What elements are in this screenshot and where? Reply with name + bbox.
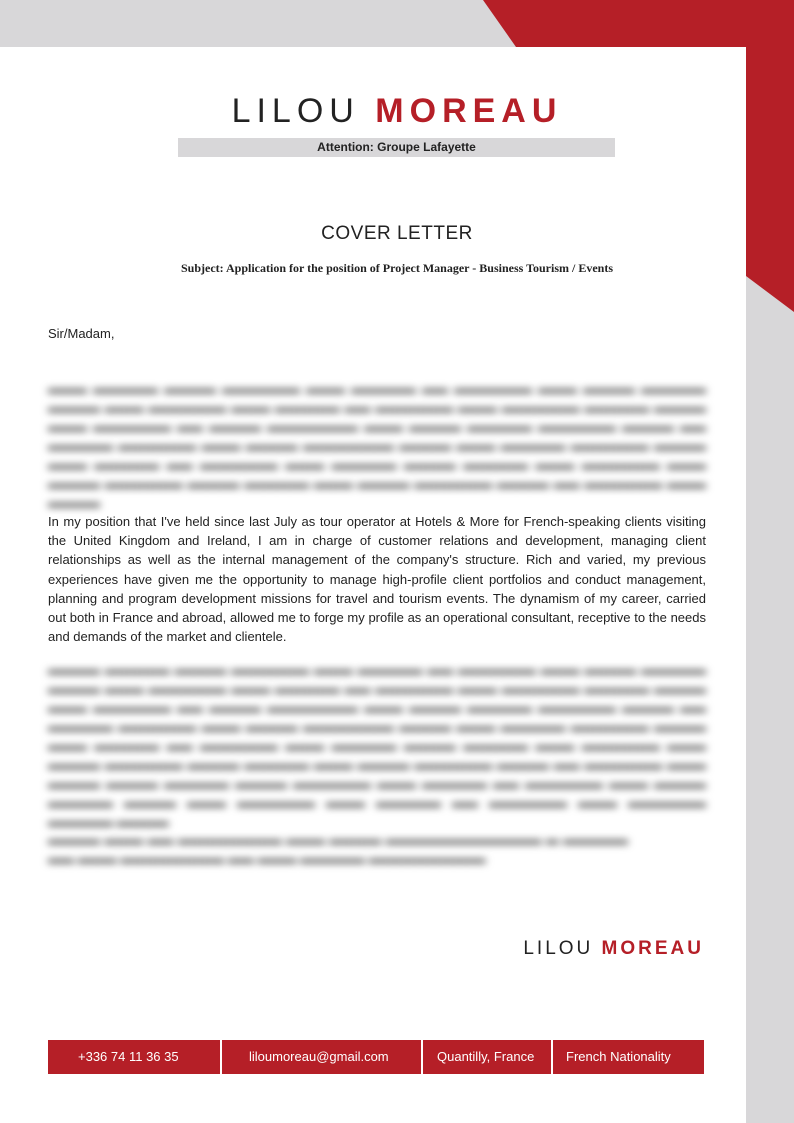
signature-name <box>400 938 704 960</box>
nationality: French Nationality <box>566 1049 671 1064</box>
subject-line: Subject: Application for the position of Project Manager - Business Tourism / Events <box>180 261 614 275</box>
document-title: COVER LETTER <box>321 223 473 244</box>
location: Quantilly, France <box>437 1049 535 1064</box>
attention-line: Attention: Groupe Lafayette <box>178 138 615 157</box>
body-paragraph: In my position that I've held since last July as tour operator at Hotels & More for French-speaking clients visiting the United Kingdom and Ireland, I am in charge of customer relations and development, managing client relationships as well as the internal management of the company's structure. Rich and varied, my previous experiences have given me the opportunity to manage high-profile client portfolios and conduct management, planning and program development missions for travel and tourism events. The dynamism of my career, carried out both in France and abroad, allowed me to forge my profile as an operational consultant, receptive to the needs and demands of the market and clientele. <box>48 514 706 645</box>
signature-first-name: LILOU <box>523 938 594 959</box>
applicant-name <box>0 92 794 131</box>
blurred-paragraph-1: ▬▬▬ ▬▬▬▬▬ ▬▬▬▬ ▬▬▬▬▬▬ ▬▬▬ ▬▬▬▬▬ ▬▬ ▬▬▬▬▬▬ ▬▬▬ ▬▬▬▬ ▬▬▬▬▬ ▬▬▬▬ ▬▬▬ ▬▬▬▬▬▬ ▬▬▬ ▬▬▬▬▬ ▬▬ ▬▬▬▬▬▬ ▬▬▬ ▬▬▬▬▬▬ ▬▬▬▬▬ ▬▬▬▬ ▬▬▬ ▬▬▬▬▬▬ ▬▬ ▬▬▬▬ ▬▬▬▬▬▬▬ ▬▬▬ ▬▬▬▬ ▬▬▬▬▬ ▬▬▬▬▬▬ ▬▬▬▬ ▬▬ ▬▬▬▬▬ ▬▬▬▬▬▬ ▬▬▬ ▬▬▬▬ ▬▬▬▬▬▬▬ ▬▬▬▬ ▬▬▬ ▬▬▬▬▬ ▬▬▬▬▬▬ ▬▬▬▬ ▬▬▬ ▬▬▬▬▬ ▬▬ ▬▬▬▬▬▬ ▬▬▬ ▬▬▬▬▬ ▬▬▬▬ ▬▬▬▬▬ ▬▬▬ ▬▬▬▬▬▬ ▬▬▬ ▬▬▬▬ ▬▬▬▬▬▬ ▬▬▬▬ ▬▬▬▬▬ ▬▬▬ ▬▬▬▬ ▬▬▬▬▬▬ ▬▬▬▬ ▬▬ ▬▬▬▬▬▬ ▬▬▬ ▬▬▬▬ <box>48 381 706 510</box>
blurred-closing-line: ▬▬▬▬ ▬▬▬ ▬▬ ▬▬▬▬▬▬▬▬ ▬▬▬ ▬▬▬▬ ▬▬▬▬▬▬▬▬▬▬▬▬ ▬ ▬▬▬▬▬ ▬▬ ▬▬▬ ▬▬▬▬▬▬▬▬ ▬▬ ▬▬▬ ▬▬▬▬▬ ▬▬▬▬▬▬▬▬▬ <box>48 832 628 866</box>
last-name: MOREAU <box>375 92 563 130</box>
blurred-paragraph-3: ▬▬▬▬ ▬▬▬▬▬ ▬▬▬▬ ▬▬▬▬▬▬ ▬▬▬ ▬▬▬▬▬ ▬▬ ▬▬▬▬▬▬ ▬▬▬ ▬▬▬▬ ▬▬▬▬▬ ▬▬▬▬ ▬▬▬ ▬▬▬▬▬▬ ▬▬▬ ▬▬▬▬▬ ▬▬ ▬▬▬▬▬▬ ▬▬▬ ▬▬▬▬▬▬ ▬▬▬▬▬ ▬▬▬▬ ▬▬▬ ▬▬▬▬▬▬ ▬▬ ▬▬▬▬ ▬▬▬▬▬▬▬ ▬▬▬ ▬▬▬▬ ▬▬▬▬▬ ▬▬▬▬▬▬ ▬▬▬▬ ▬▬ ▬▬▬▬▬ ▬▬▬▬▬▬ ▬▬▬ ▬▬▬▬ ▬▬▬▬▬▬▬ ▬▬▬▬ ▬▬▬ ▬▬▬▬▬ ▬▬▬▬▬▬ ▬▬▬▬ ▬▬▬ ▬▬▬▬▬ ▬▬ ▬▬▬▬▬▬ ▬▬▬ ▬▬▬▬▬ ▬▬▬▬ ▬▬▬▬▬ ▬▬▬ ▬▬▬▬▬▬ ▬▬▬ ▬▬▬▬ ▬▬▬▬▬▬ ▬▬▬▬ ▬▬▬▬▬ ▬▬▬ ▬▬▬▬ ▬▬▬▬▬▬ ▬▬▬▬ ▬▬ ▬▬▬▬▬▬ ▬▬▬ ▬▬▬▬ ▬▬▬▬ ▬▬▬▬▬ ▬▬▬▬ ▬▬▬▬▬▬ ▬▬▬ ▬▬▬▬▬ ▬▬ ▬▬▬▬▬▬ ▬▬▬ ▬▬▬▬ ▬▬▬▬▬ ▬▬▬▬ ▬▬▬ ▬▬▬▬▬▬ ▬▬▬ ▬▬▬▬▬ ▬▬ ▬▬▬▬▬▬ ▬▬▬ ▬▬▬▬▬▬ ▬▬▬▬▬ ▬▬▬▬ <box>48 662 706 829</box>
first-name: LILOU <box>231 92 360 130</box>
signature-last-name: MOREAU <box>601 938 704 959</box>
email-address: liloumoreau@gmail.com <box>249 1049 389 1064</box>
salutation: Sir/Madam, <box>48 326 115 341</box>
contact-footer <box>48 1040 704 1074</box>
phone-number: +336 74 11 36 35 <box>78 1049 179 1064</box>
